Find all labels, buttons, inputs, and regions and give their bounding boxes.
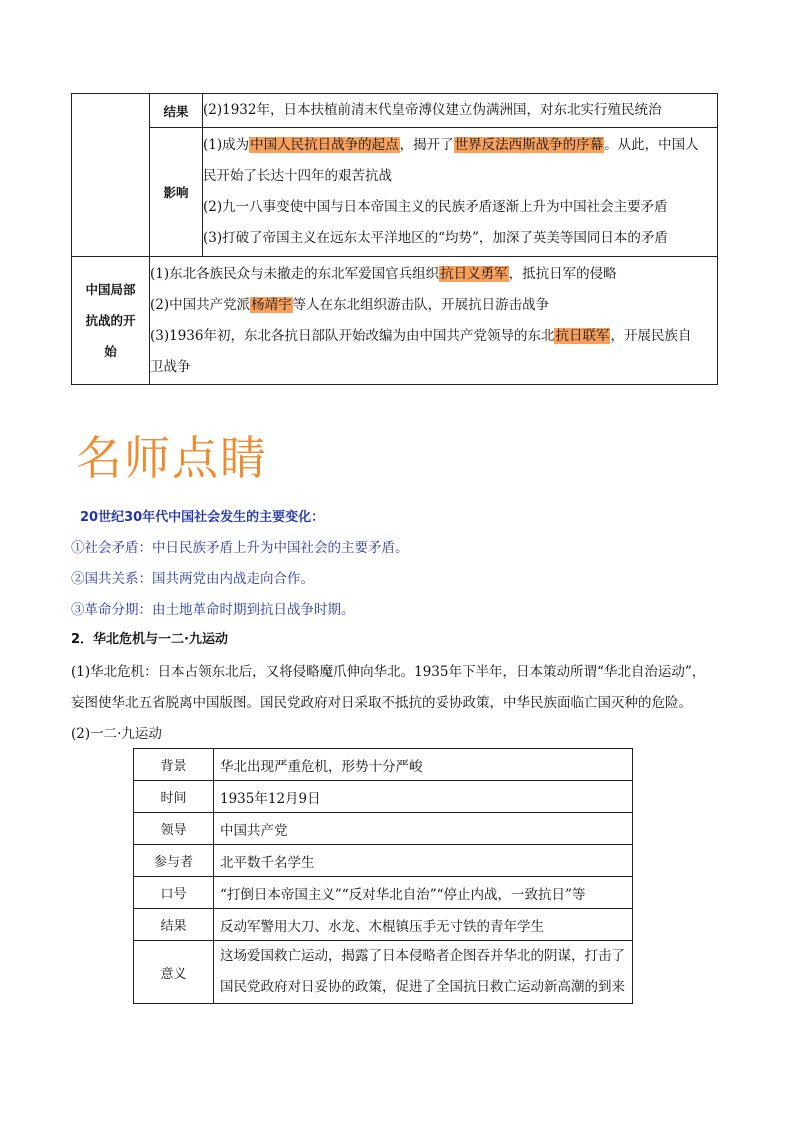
result-text: (2)1932年，日本扶植前清末代皇帝溥仪建立伪满洲国，对东北实行殖民统治 — [203, 102, 662, 118]
tip-item-2: ②国共关系：国共两党由内战走向合作。 — [71, 571, 314, 587]
resistance-line-1: (1)东北各族民众与未撤走的东北军爱国官兵组织抗日义勇军，抵抗日军的侵略 — [150, 265, 617, 282]
row-value: 华北出现严重危机，形势十分严峻 — [214, 749, 633, 781]
row-label-result: 结果 — [150, 94, 203, 128]
tip-heading: 20世纪30年代中国社会发生的主要变化： — [80, 510, 325, 525]
events-table — [71, 93, 718, 385]
row-key: 背景 — [134, 749, 214, 781]
row-label-impact: 影响 — [150, 128, 203, 257]
row-key: 意义 — [134, 941, 214, 1004]
resistance-line-2: (2)中国共产党派杨靖宇等人在东北组织游击队，开展抗日游击战争 — [150, 296, 550, 313]
paragraph-line-2: 妄图使华北五省脱离中国版图。国民党政府对日采取不抵抗的妥协政策，中华民族面临亡国灭种的危险。 — [71, 695, 692, 711]
table-row — [134, 909, 633, 941]
table-row — [134, 749, 633, 781]
resistance-line-4: 卫战争 — [150, 358, 191, 375]
resistance-line-3: (3)1936年初，东北各抗日部队开始改编为由中国共产党领导的东北抗日联军，开展民族自 — [150, 327, 692, 344]
row-key: 领导 — [134, 813, 214, 845]
table-row-local-resistance — [72, 257, 718, 385]
impact-line-2: 民开始了长达十四年的艰苦抗战 — [203, 168, 392, 184]
row-label-local-resistance: 中国局部 抗战的开 始 — [72, 257, 150, 385]
paragraph-subtitle: (2)一二·九运动 — [71, 726, 162, 742]
highlight-yang-jingyu: 杨靖宇 — [251, 296, 292, 313]
tip-item-3: ③革命分期：由土地革命时期到抗日战争时期。 — [71, 602, 355, 618]
row-key: 时间 — [134, 781, 214, 813]
row-value: 反动军警用大刀、水龙、木棍镇压手无寸铁的青年学生 — [214, 909, 633, 941]
row-value: “打倒日本帝国主义”“反对华北自治”“停止内战，一致抗日”等 — [214, 877, 633, 909]
highlight-prelude: 世界反法西斯战争的序幕 — [454, 137, 604, 153]
row-value: 中国共产党 — [214, 813, 633, 845]
row-value: 1935年12月9日 — [214, 781, 633, 813]
table-row — [134, 877, 633, 909]
table-row — [134, 813, 633, 845]
table-row-impact — [72, 128, 718, 257]
highlight-volunteer-army: 抗日义勇军 — [440, 265, 508, 282]
paragraph-line-1: (1)华北危机：日本占领东北后，又将侵略魔爪伸向华北。1935年下半年，日本策动所谓“华北自治运动”， — [71, 664, 706, 680]
highlight-united-army: 抗日联军 — [555, 327, 610, 344]
impact-line-1: (1)成为中国人民抗日战争的起点，揭开了世界反法西斯战争的序幕。从此，中国人 — [203, 137, 699, 153]
table-row — [134, 845, 633, 877]
empty-category-cell — [72, 94, 150, 257]
tip-item-1: ①社会矛盾：中日民族矛盾上升为中国社会的主要矛盾。 — [71, 540, 409, 556]
impact-line-4: (3)打破了帝国主义在远东太平洋地区的“均势”，加深了英美等国同日本的矛盾 — [203, 230, 668, 246]
table-row — [134, 781, 633, 813]
impact-line-3: (2)九一八事变使中国与日本帝国主义的民族矛盾逐渐上升为中国社会主要矛盾 — [203, 199, 668, 215]
table-row-significance — [134, 941, 633, 1004]
row-key: 结果 — [134, 909, 214, 941]
significance-line-1: 这场爱国救亡运动，揭露了日本侵略者企图吞并华北的阴谋，打击了 — [220, 948, 625, 964]
tip-title: 名师点睛 — [76, 431, 268, 485]
movement-table — [133, 748, 633, 1004]
highlight-start-point: 中国人民抗日战争的起点 — [250, 137, 399, 153]
row-value: 北平数千名学生 — [214, 845, 633, 877]
significance-line-2: 国民党政府对日妥协的政策，促进了全国抗日救亡运动新高潮的到来 — [220, 979, 625, 995]
row-key: 参与者 — [134, 845, 214, 877]
section-title: 2．华北危机与一二·九运动 — [71, 632, 228, 647]
table-row-result — [72, 94, 718, 128]
row-key: 口号 — [134, 877, 214, 909]
